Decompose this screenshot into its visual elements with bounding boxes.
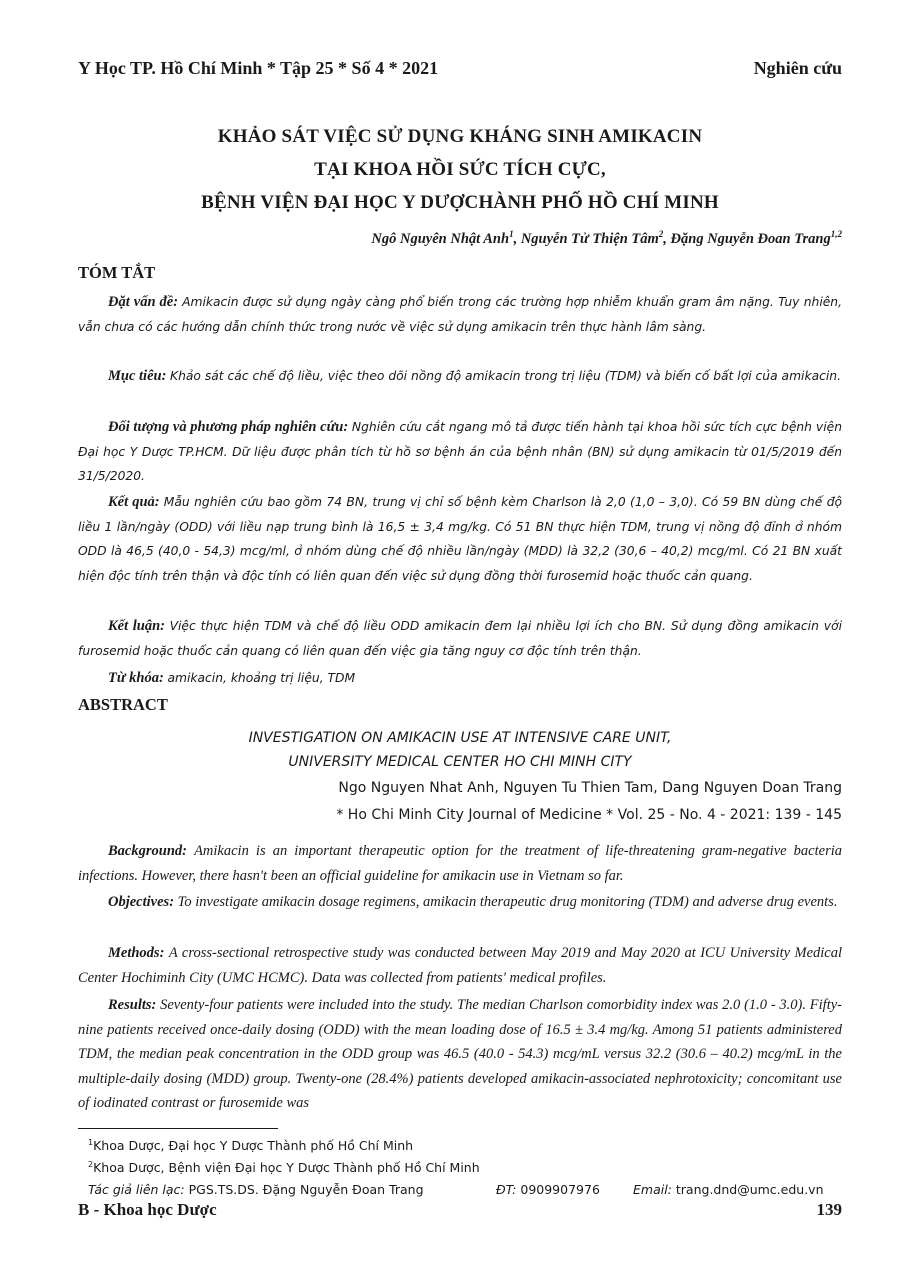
footnote-mark: 2	[88, 1160, 94, 1169]
section-header: Nghiên cứu	[753, 58, 842, 78]
english-title-line: UNIVERSITY MEDICAL CENTER HO CHI MINH CITY	[288, 754, 632, 770]
english-title	[78, 726, 842, 774]
paragraph-label: Background:	[108, 843, 187, 859]
footnote-1	[88, 1138, 413, 1153]
title-line: BỆNH VIỆN ĐẠI HỌC Y DƯỢCHÀNH PHỐ HỒ CHÍ MINH	[201, 192, 719, 213]
summary-heading: TÓM TẮT	[78, 263, 156, 282]
paragraph-label: Đối tượng và phương pháp nghiên cứu:	[108, 419, 349, 435]
footer-section: B - Khoa học Dược	[78, 1200, 217, 1219]
footnote-mark: 1	[88, 1138, 94, 1147]
abstract-background	[78, 839, 842, 888]
paragraph-label: Results:	[108, 997, 157, 1013]
title-line: KHẢO SÁT VIỆC SỬ DỤNG KHÁNG SINH AMIKACIN	[217, 126, 703, 147]
summary-methods	[78, 415, 842, 489]
email-block	[633, 1182, 824, 1197]
english-title-line: INVESTIGATION ON AMIKACIN USE AT INTENSIVE CARE UNIT,	[248, 730, 672, 746]
footnote-text: Khoa Dược, Bệnh viện Đại học Y Dược Thành phố Hồ Chí Minh	[93, 1160, 480, 1176]
author-name: Ngô Nguyên Nhật Anh	[371, 230, 510, 247]
paragraph-text: Amikacin được sử dụng ngày càng phổ biến trong các trường hợp nhiễm khuẩn gram âm nặng. Tuy nhiên, vẫn chưa có các hướng dẫn chính thức trong nước về việc sử dụng amikacin trên thực hành lâm sàng.	[78, 295, 843, 334]
email-address[interactable]: trang.dnd@umc.edu.vn	[675, 1182, 824, 1197]
contact-label: Tác giả liên lạc:	[88, 1182, 185, 1197]
page-number: 139	[816, 1200, 842, 1219]
phone-block	[496, 1182, 600, 1197]
paragraph-text: Seventy-four patients were included into the study. The median Charlson comorbidity index was 2.0 (1.0 - 3.0). Fifty-nine patients received once-daily dosing (ODD) with the mean loading dose of 16.5 ± 3.4 mg/kg. Among 51 patients administered TDM, the median peak concentration in the ODD group was 46.5 (40.0 - 54.3) mcg/mL versus 32.2 (30.6 – 40.2) mcg/mL in the multiple-daily dosing (MDD) group. Twenty-one (28.4%) patients developed amikacin-associated nephrotoxicity; concomitant use of iodinated contrast or furosemide was	[78, 997, 842, 1111]
paragraph-text: Mẫu nghiên cứu bao gồm 74 BN, trung vị chỉ số bệnh kèm Charlson là 2,0 (1,0 – 3,0). Có 59 BN dùng chế độ liều 1 lần/ngày (ODD) với liều nạp trung bình là 16,5 ± 3,4 mg/kg. Có 51 BN thực hiện TDM, trung vị nồng độ đỉnh ở nhóm ODD là 46,5 (40,0 - 54,3) mcg/ml, ở nhóm dùng chế độ nhiều lần/ngày (MDD) là 32,2 (30,6 – 40,2) mcg/ml. Có 21 BN xuất hiện độc tính trên thận và độc tính có liên quan đến việc sử dụng đồng thời furosemid hoặc thuốc cản quang.	[78, 495, 843, 583]
english-authors: Ngo Nguyen Nhat Anh, Nguyen Tu Thien Tam, Dang Nguyen Doan Trang	[338, 780, 842, 796]
article-title	[78, 120, 842, 219]
title-line: TẠI KHOA HỒI SỨC TÍCH CỰC,	[314, 159, 606, 180]
paragraph-label: Kết luận:	[108, 618, 165, 634]
abstract-heading: ABSTRACT	[78, 695, 168, 714]
paragraph-text: To investigate amikacin dosage regimens, amikacin therapeutic drug monitoring (TDM) and adverse drug events.	[177, 894, 838, 910]
paragraph-text: Nghiên cứu cắt ngang mô tả được tiến hành tại khoa hồi sức tích cực bệnh viện Đại học Y Dược TP.HCM. Dữ liệu được phân tích từ hồ sơ bệnh án của bệnh nhân (BN) sử dụng amikacin từ 01/5/2019 đến 31/5/2020.	[78, 420, 842, 483]
author-list: Ngô Nguyên Nhật Anh$^1$, Nguyễn Tử Thiện Tâm$^2$, Đặng Nguyễn Đoan Trang$^{1,2}$	[371, 229, 842, 247]
abstract-objectives	[78, 890, 842, 915]
running-header	[78, 58, 842, 79]
summary-keywords	[78, 666, 842, 691]
paragraph-label: Kết quả:	[108, 494, 160, 510]
paragraph-label: Mục tiêu:	[108, 368, 167, 384]
corresponding-author	[88, 1182, 842, 1197]
paper-page	[78, 0, 842, 1279]
paragraph-label: Từ khóa:	[108, 670, 164, 686]
citation-line: * Ho Chi Minh City Journal of Medicine * Vol. 25 - No. 4 - 2021: 139 - 145	[336, 807, 842, 823]
journal-header: Y Học TP. Hồ Chí Minh * Tập 25 * Số 4 * 2021	[78, 58, 439, 78]
paragraph-label: Đặt vấn đề:	[108, 294, 179, 310]
author-name: Đặng Nguyễn Đoan Trang	[670, 230, 831, 247]
footnote-text: Khoa Dược, Đại học Y Dược Thành phố Hồ Chí Minh	[93, 1138, 414, 1154]
running-footer	[78, 1200, 842, 1220]
author-name: Nguyễn Tử Thiện Tâm	[520, 230, 659, 247]
footnote-2	[88, 1160, 480, 1175]
abstract-methods	[78, 941, 842, 990]
phone-label: ĐT:	[496, 1182, 517, 1197]
summary-results	[78, 490, 842, 588]
phone-number: 0909907976	[520, 1182, 600, 1197]
footnote-divider	[78, 1128, 278, 1129]
contact-name: PGS.TS.DS. Đặng Nguyễn Đoan Trang	[188, 1182, 424, 1197]
summary-conclusion	[78, 614, 842, 663]
paragraph-text: amikacin, khoảng trị liệu, TDM	[167, 671, 356, 685]
paragraph-text: Amikacin is an important therapeutic option for the treatment of life-threatening gram-negative bacteria infections. However, there hasn't been an official guideline for amikacin use in Vietnam so far.	[78, 843, 843, 884]
email-label: Email:	[633, 1182, 672, 1197]
paragraph-label: Objectives:	[108, 894, 175, 910]
affiliation-mark: 1	[509, 229, 514, 239]
paragraph-text: Việc thực hiện TDM và chế độ liều ODD amikacin đem lại nhiều lợi ích cho BN. Sử dụng đồng amikacin với furosemid hoặc thuốc cản quang có liên quan đến việc gia tăng nguy cơ độc tính trên thận.	[78, 619, 842, 658]
affiliation-mark: 2	[658, 229, 664, 239]
paragraph-text: A cross-sectional retrospective study was conducted between May 2019 and May 2020 at ICU University Medical Center Hochiminh City (UMC HCMC). Data was collected from patients' medical profiles.	[78, 945, 843, 986]
summary-objective	[78, 364, 842, 389]
summary-background	[78, 290, 842, 339]
abstract-results	[78, 993, 842, 1116]
paragraph-label: Methods:	[108, 945, 165, 961]
paragraph-text: Khảo sát các chế độ liều, việc theo dõi nồng độ amikacin trong trị liệu (TDM) và biến cố bất lợi của amikacin.	[170, 369, 842, 383]
affiliation-mark: 1,2	[830, 229, 842, 239]
